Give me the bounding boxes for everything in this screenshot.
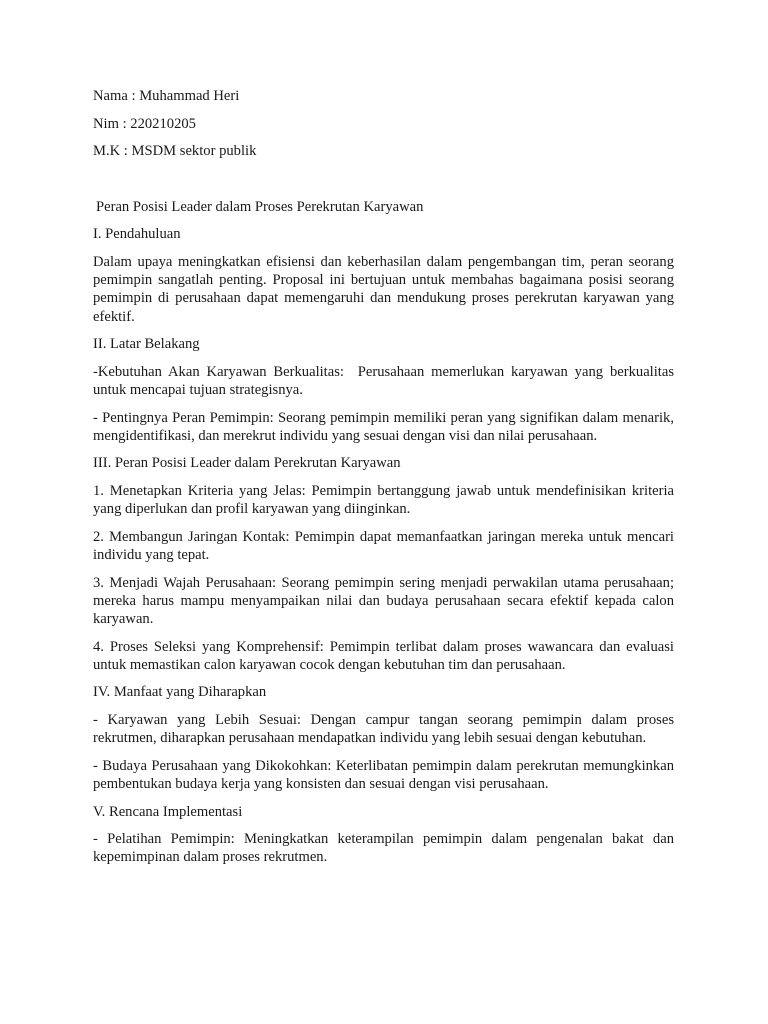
paragraph: 4. Proses Seleksi yang Komprehensif: Pemimpin terlibat dalam proses wawancara dan evaluasi untuk memastikan calon karyawan cocok dengan kebutuhan tim dan perusahaan. — [93, 638, 674, 673]
paragraph: - Pentingnya Peran Pemimpin: Seorang pemimpin memiliki peran yang signifikan dalam menarik, mengidentifikasi, dan merekrut individu yang sesuai dengan visi dan nilai perusahaan. — [93, 409, 674, 444]
course-name: M.K : MSDM sektor publik — [93, 143, 257, 160]
section-heading: III. Peran Posisi Leader dalam Perekrutan Karyawan — [93, 455, 401, 472]
paragraph: - Pelatihan Pemimpin: Meningkatkan keterampilan pemimpin dalam pengenalan bakat dan kepemimpinan dalam proses rekrutmen. — [93, 831, 674, 866]
section-heading: IV. Manfaat yang Diharapkan — [93, 684, 267, 701]
student-name: Nama : Muhammad Heri — [93, 88, 240, 104]
paragraph: 1. Menetapkan Kriteria yang Jelas: Pemimpin bertanggung jawab untuk mendefinisikan kriteria yang diperlukan dan profil karyawan yang diinginkan. — [93, 482, 674, 518]
paragraph: - Karyawan yang Lebih Sesuai: Dengan campur tangan seorang pemimpin dalam proses rekrutmen, diharapkan perusahaan mendapatkan individu yang lebih sesuai dengan kebutuhan. — [93, 711, 674, 747]
paragraph: 2. Membangun Jaringan Kontak: Pemimpin dapat memanfaatkan jaringan mereka untuk mencari individu yang tepat. — [93, 528, 674, 563]
section-heading: V. Rencana Implementasi — [93, 803, 243, 820]
section-heading: II. Latar Belakang — [93, 336, 200, 353]
paragraph: 3. Menjadi Wajah Perusahaan: Seorang pemimpin sering menjadi perwakilan utama perusahaan; mereka harus mampu menyampaikan nilai dan budaya perusahaan secara efektif kepada calon karyawan. — [93, 574, 674, 627]
paragraph: -Kebutuhan Akan Karyawan Berkualitas: Perusahaan memerlukan karyawan yang berkualitas untuk mencapai tujuan strategisnya. — [93, 363, 678, 398]
document-title: Peran Posisi Leader dalam Proses Perekrutan Karyawan — [96, 198, 424, 215]
paragraph: Dalam upaya meningkatkan efisiensi dan keberhasilan dalam pengembangan tim, peran seorang pemimpin sangatlah penting. Proposal ini bertujuan untuk membahas bagaimana posisi seorang pemimpin di perusahaan dapat memengaruhi dan mendukung proses perekrutan karyawan yang efektif. — [93, 253, 674, 325]
student-id: Nim : 220210205 — [93, 115, 196, 132]
paragraph: - Budaya Perusahaan yang Dikokohkan: Keterlibatan pemimpin dalam perekrutan memungkinkan pembentukan budaya kerja yang konsisten dan sesuai dengan visi perusahaan. — [93, 757, 674, 792]
section-heading: I. Pendahuluan — [93, 226, 181, 243]
